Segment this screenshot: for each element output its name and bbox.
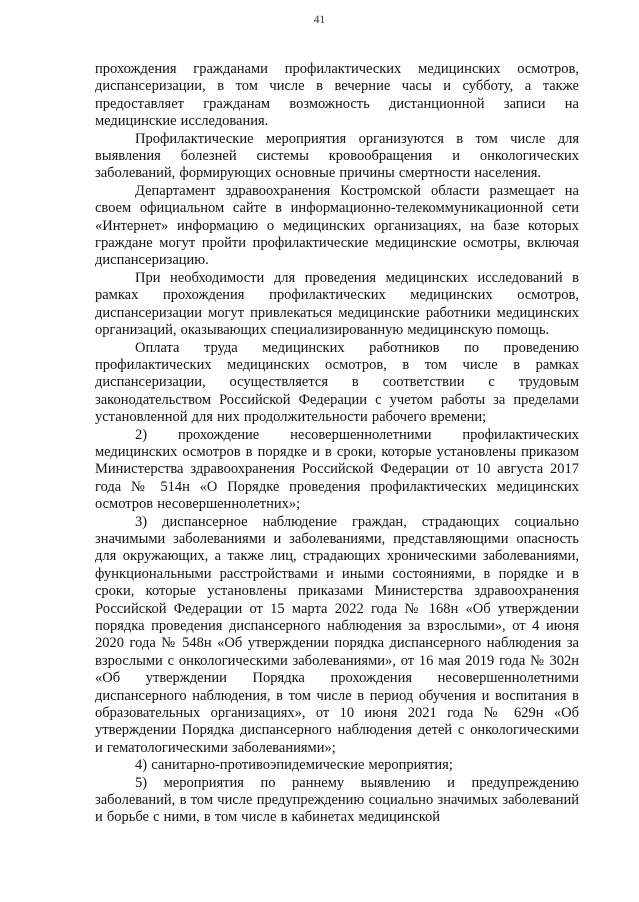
page-number: 41 [313,14,326,26]
paragraph-preventive-measures: Профилактические мероприятия организуются в том числе для выявления болезней системы кровообращения и онкологических заболеваний, формирующих основные причины смертности населения. [95,130,579,182]
paragraph-health-department: Департамент здравоохранения Костромской области размещает на своем официальном сайте в информационно-телекоммуникационной сети «Интернет» информацию о медицинских организациях, на базе которых граждане могут пройти профилактические медицинские осмотры, включая диспансеризацию. [95,182,579,269]
document-body [95,61,579,827]
paragraph-payment: Оплата труда медицинских работников по проведению профилактических медицинских осмотров, в том числе в рамках диспансеризации, осуществляется в соответствии с трудовым законодательством Российской Федерации с учетом работы за пределами установленной для них продолжительности рабочего времени; [95,339,579,426]
list-item-3: 3) диспансерное наблюдение граждан, страдающих социально значимыми заболеваниями и заболеваниями, представляющими опасность для окружающих, а также лиц, страдающих хроническими заболеваниями, функциональными расстройствами и иными состояниями, в порядке и в сроки, которые установлены приказами Министерства здравоохранения Российской Федерации от 15 марта 2022 года № 168н «Об утверждении порядка проведения диспансерного наблюдения за взрослыми», от 4 июня 2020 года № 548н «Об утверждении порядка диспансерного наблюдения за взрослыми с онкологическими заболеваниями», от 16 мая 2019 года № 302н «Об утверждении Порядка прохождения несовершеннолетними диспансерного наблюдения, в том числе в период обучения и воспитания в образовательных организациях», от 10 июня 2021 года № 629н «Об утверждении Порядка диспансерного наблюдения детей с онкологическими и гематологическими заболеваниями»; [95,513,579,756]
paragraph-continuation: прохождения гражданами профилактических медицинских осмотров, диспансеризации, в том числе в вечерние часы и субботу, а также предоставляет гражданам возможность дистанционной записи на медицинские исследования. [95,61,579,130]
list-item-2: 2) прохождение несовершеннолетними профилактических медицинских осмотров в порядке и в сроки, которые установлены приказом Министерства здравоохранения Российской Федерации от 10 августа 2017 года № 514н «О Порядке проведения профилактических медицинских осмотров несовершеннолетних»; [95,426,579,513]
paragraph-specialist-involvement: При необходимости для проведения медицинских исследований в рамках прохождения профилактических медицинских осмотров, диспансеризации могут привлекаться медицинские работники медицинских организаций, оказывающих специализированную медицинскую помощь. [95,269,579,339]
list-item-5: 5) мероприятия по раннему выявлению и предупреждению заболеваний, в том числе предупреждению социально значимых заболеваний и борьбе с ними, в том числе в кабинетах медицинской [95,774,579,826]
list-item-4: 4) санитарно-противоэпидемические мероприятия; [135,757,453,774]
